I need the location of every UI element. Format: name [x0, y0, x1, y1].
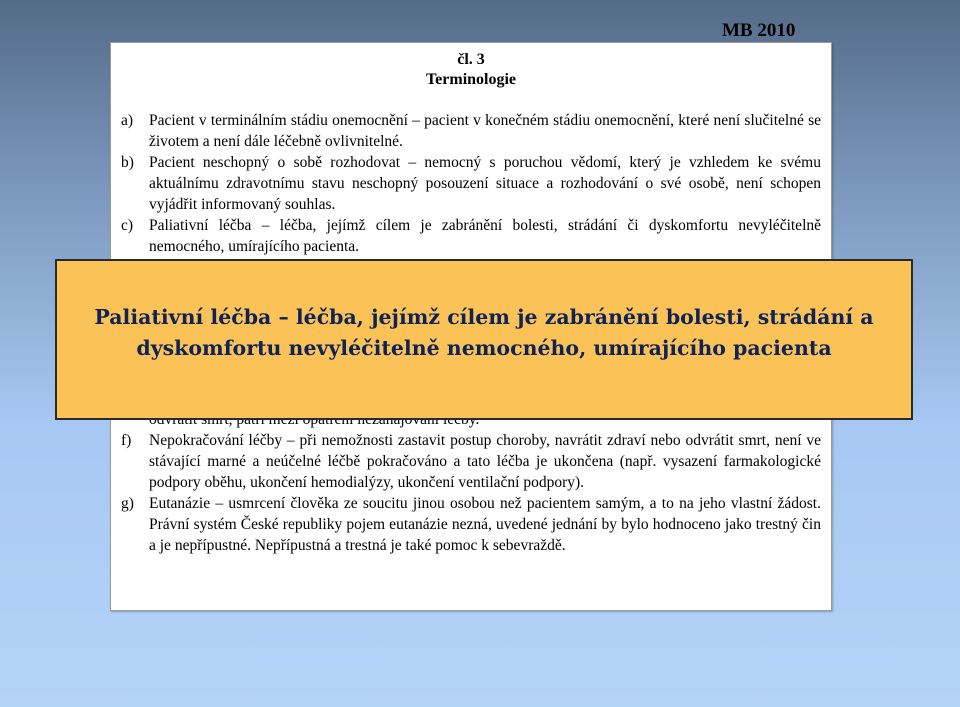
document-header [111, 43, 831, 90]
item-text: Nepokračování léčby – při nemožnosti zastavit postup choroby, navrátit zdraví nebo odvrátit smrt, není ve stávající marné a neúčelné léčbě pokračováno a tato léčba je ukončena (např. vysazení farmakologické podpory oběhu, ukončení hemodialýzy, ukončení ventilační podpory). [149, 432, 821, 491]
list-item [111, 493, 831, 556]
document-title: Terminologie [425, 71, 517, 88]
list-item [111, 110, 831, 152]
items-top [111, 110, 831, 257]
item-letter: b) [121, 154, 134, 171]
item-text: Paliativní léčba – léčba, jejímž cílem je zabránění bolesti, strádání či dyskomfortu nevyléčitelně nemocného, umírajícího pacienta. [149, 217, 821, 255]
callout-text: Paliativní léčba – léčba, jejímž cílem je zabránění bolesti, strádání a dyskomfortu nevyléčitelně nemocného, umírajícího pacienta [94, 304, 874, 360]
item-letter: g) [121, 495, 134, 512]
item-letter: c) [121, 217, 134, 234]
item-letter: a) [121, 112, 134, 129]
corner-label: MB 2010 [722, 20, 796, 41]
items-bottom [111, 409, 831, 556]
article-number: čl. 3 [457, 51, 485, 68]
list-item [111, 152, 831, 215]
list-item [111, 215, 831, 257]
item-letter: f) [121, 432, 132, 449]
highlight-callout [55, 259, 913, 420]
item-text: Pacient v terminálním stádiu onemocnění – pacient v konečném stádiu onemocnění, které není slučitelné se životem a není dále léčebně ovlivnitelné. [149, 112, 821, 150]
item-text: Pacient neschopný o sobě rozhodovat – nemocný s poruchou vědomí, který je vzhledem ke svému aktuálnímu zdravotnímu stavu neschopný posouzení situace a rozhodování o své osobě, není schopen vyjádřit informovaný souhlas. [149, 154, 821, 213]
item-text: Eutanázie – usmrcení člověka ze soucitu jinou osobou než pacientem samým, a to na jeho vlastní žádost. Právní systém České republiky pojem eutanázie nezná, uvedené jednání by bylo hodnoceno jako trestný čin a je nepřípustné. Nepřípustná a trestná je také pomoc k sebevraždě. [149, 495, 821, 554]
list-item [111, 430, 831, 493]
